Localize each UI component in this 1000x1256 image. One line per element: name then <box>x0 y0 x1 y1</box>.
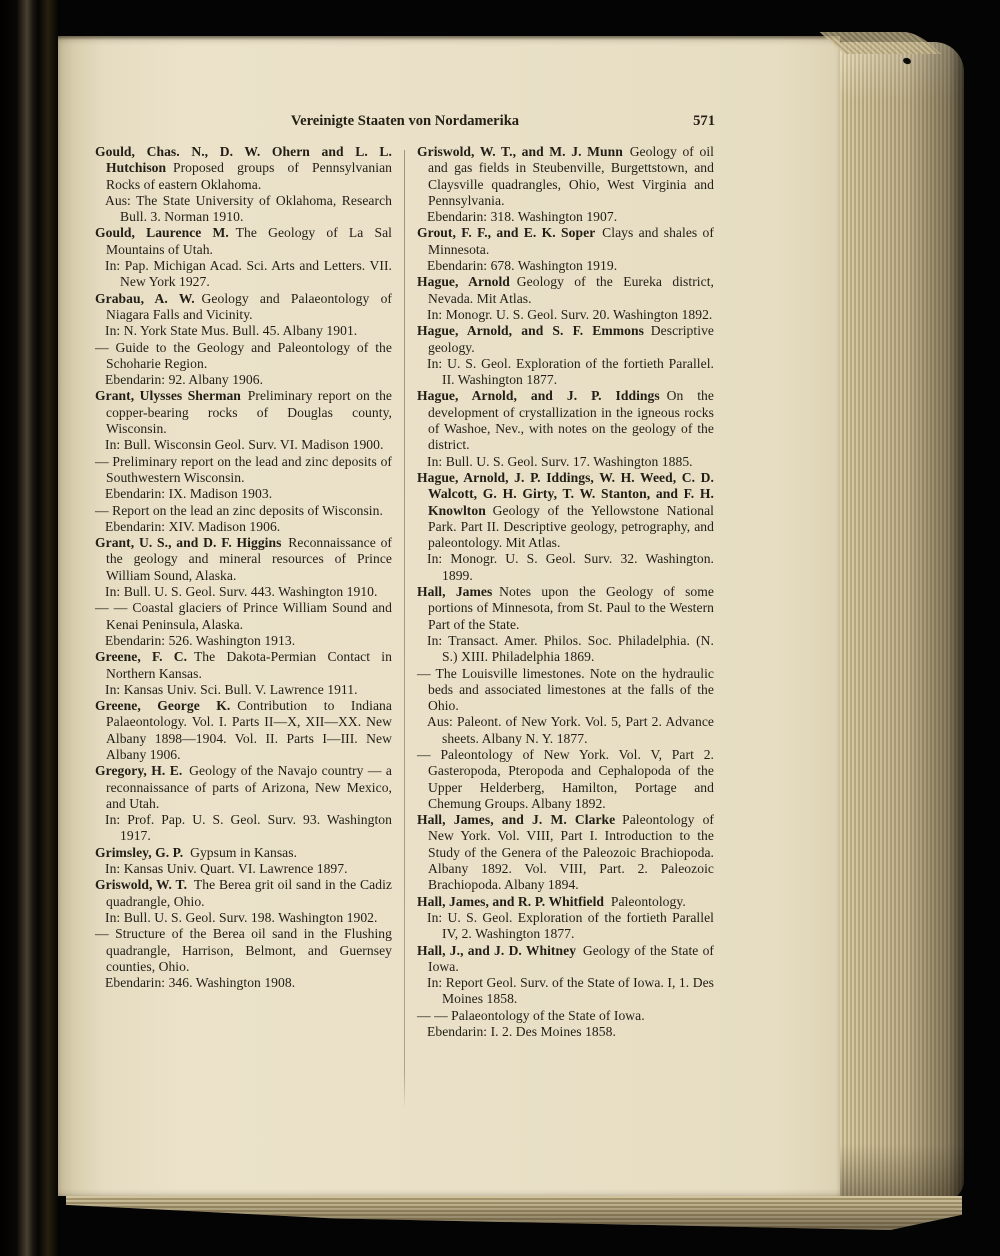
bib-author: Grant, U. S., and D. F. Higgins <box>95 535 282 551</box>
bib-reference: Ebendarin: XIV. Madison 1906. <box>105 518 281 534</box>
bib-author: Greene, F. C. <box>95 649 188 665</box>
bib-entry: Gregory, H. E. Geology of the Navajo country — a reconnaissance of parts of Arizona, New Mexico, and Utah. <box>95 763 392 811</box>
column-divider <box>404 150 405 1110</box>
bib-entry: Hague, Arnold, and J. P. Iddings On the development of crystallization in the igneous rocks of Washoe, Nev., with notes on the geology of the district. <box>417 388 714 453</box>
bib-entry: Gould, Laurence M. The Geology of La Sal Mountains of Utah. <box>95 225 392 257</box>
bibliography-columns <box>95 144 715 1110</box>
bib-reference: In: Pap. Michigan Acad. Sci. Arts and Letters. VII. New York 1927. <box>105 258 392 290</box>
bib-author: Hague, Arnold, and J. P. Iddings <box>417 388 660 404</box>
bib-reference: Aus: The State University of Oklahoma, Research Bull. 3. Norman 1910. <box>105 192 392 225</box>
bib-dash-entry: — Paleontology of New York. Vol. V, Part 2. Gasteropoda, Pteropoda and Cephalopoda of the Upper Helderberg, Hamilton, Portage and Chemung Groups. Albany 1892. <box>417 746 714 811</box>
running-head <box>95 112 715 130</box>
right-column <box>417 144 714 1040</box>
bib-entry: Grant, Ulysses Sherman Preliminary report on the copper-bearing rocks of Douglas county, Wisconsin. <box>95 388 392 437</box>
left-column <box>95 144 392 991</box>
bib-dash-entry: — — Coastal glaciers of Prince William Sound and Kenai Peninsula, Alaska. <box>95 600 392 632</box>
bib-entry: Grimsley, G. P. Gypsum in Kansas. <box>95 844 298 860</box>
bib-reference: In: Prof. Pap. U. S. Geol. Surv. 93. Washington 1917. <box>105 812 392 844</box>
bib-author: Greene, George K. <box>95 698 231 714</box>
bib-author: Gregory, H. E. <box>95 763 183 779</box>
bib-reference: Ebendarin: 92. Albany 1906. <box>105 372 264 388</box>
bib-reference: In: Transact. Amer. Philos. Soc. Philadelphia. (N. S.) XIII. Philadelphia 1869. <box>427 632 714 665</box>
bib-entry: Hague, Arnold, and S. F. Emmons Descriptive geology. <box>417 323 714 355</box>
bib-dash-entry: — The Louisville limestones. Note on the hydraulic beds and associated limestones at the falls of the Ohio. <box>417 665 714 714</box>
bib-dash-entry: — — Palaeontology of the State of Iowa. <box>417 1007 645 1023</box>
bib-author: Grimsley, G. P. <box>95 844 184 860</box>
page-number: 571 <box>693 113 715 129</box>
bib-reference: In: Kansas Univ. Sci. Bull. V. Lawrence 1911. <box>105 681 358 697</box>
page-edges-right <box>840 42 964 1202</box>
bib-author: Griswold, W. T., and M. J. Munn <box>417 144 623 159</box>
bib-entry: Hague, Arnold Geology of the Eureka district, Nevada. Mit Atlas. <box>417 274 714 306</box>
bib-author: Hall, James <box>417 584 493 600</box>
bib-reference: Ebendarin: I. 2. Des Moines 1858. <box>427 1024 616 1040</box>
bib-reference: In: N. York State Mus. Bull. 45. Albany 1901. <box>105 323 358 339</box>
bib-reference: In: Kansas Univ. Quart. VI. Lawrence 1897. <box>105 861 348 877</box>
bib-dash-entry: — Preliminary report on the lead and zinc deposits of Southwestern Wisconsin. <box>95 453 392 485</box>
bib-reference: In: U. S. Geol. Exploration of the fortieth Parallel. II. Washington 1877. <box>427 355 714 388</box>
bib-entry: Griswold, W. T., and M. J. Munn Geology of oil and gas fields in Steubenville, Burgettstown, and Claysville quadrangles, Ohio, West Virginia and Pennsylvania. <box>417 144 714 208</box>
bib-dash-entry: — Guide to the Geology and Paleontology of the Schoharie Region. <box>95 339 392 371</box>
bib-entry: Hall, J., and J. D. Whitney Geology of the State of Iowa. <box>417 942 714 974</box>
bib-reference: Ebendarin: IX. Madison 1903. <box>105 486 273 502</box>
bib-author: Grout, F. F., and E. K. Soper <box>417 225 596 241</box>
bib-entry: Hall, James Notes upon the Geology of some portions of Minnesota, from St. Paul to the Western Part of the State. <box>417 584 714 632</box>
bib-entry: Griswold, W. T. The Berea grit oil sand in the Cadiz quadrangle, Ohio. <box>95 877 392 909</box>
book-page <box>58 36 840 1196</box>
bib-author: Hall, James, and R. P. Whitfield <box>417 893 605 909</box>
bib-reference: In: Bull. U. S. Geol. Surv. 443. Washington 1910. <box>105 584 378 600</box>
bib-author: Grabau, A. W. <box>95 290 195 306</box>
page-edges-bottom <box>66 1196 962 1230</box>
bib-reference: Ebendarin: 346. Washington 1908. <box>105 975 296 991</box>
bib-entry: Greene, F. C. The Dakota-Permian Contact in Northern Kansas. <box>95 649 392 681</box>
bib-reference: In: Bull. Wisconsin Geol. Surv. VI. Madison 1900. <box>105 437 384 453</box>
bib-author: Gould, Laurence M. <box>95 225 229 241</box>
bib-author: Grant, Ulysses Sherman <box>95 388 241 404</box>
bib-author: Hague, Arnold, J. P. Iddings, W. H. Weed, C. D. Walcott, G. H. Girty, T. W. Stanton, and F. H. Knowlton <box>417 469 714 518</box>
bib-entry: Gould, Chas. N., D. W. Ohern and L. L. Hutchison Proposed groups of Pennsylvanian Rocks of eastern Oklahoma. <box>95 144 392 192</box>
bib-reference: In: Bull. U. S. Geol. Surv. 17. Washington 1885. <box>427 453 693 469</box>
bib-author: Hall, James, and J. M. Clarke <box>417 812 616 828</box>
bib-entry: Grout, F. F., and E. K. Soper Clays and shales of Minnesota. <box>417 225 714 257</box>
bib-reference: Ebendarin: 318. Washington 1907. <box>427 209 618 225</box>
bib-reference: In: Monogr. U. S. Geol. Surv. 20. Washington 1892. <box>427 306 713 322</box>
bib-reference: Ebendarin: 526. Washington 1913. <box>105 632 296 648</box>
bib-dash-entry: — Report on the lead an zinc deposits of Wisconsin. <box>95 502 383 518</box>
bib-entry: Hall, James, and J. M. Clarke Paleontology of New York. Vol. VIII, Part I. Introduction to the Study of the Genera of the Paleozoic Brachiopoda. Albany 1892. Vol. VIII, Part. 2. Paleozoic Brachiopoda. Albany 1894. <box>417 812 715 893</box>
bib-author: Hall, J., and J. D. Whitney <box>417 942 577 958</box>
bib-reference: Aus: Paleont. of New York. Vol. 5, Part 2. Advance sheets. Albany N. Y. 1877. <box>427 714 714 746</box>
bib-entry: Greene, George K. Contribution to Indiana Palaeontology. Vol. I. Parts II—X, XII—XX. New Albany 1898—1904. Vol. II. Parts I—III. New Albany 1906. <box>95 698 392 762</box>
bib-reference: In: Report Geol. Surv. of the State of Iowa. I, 1. Des Moines 1858. <box>427 975 714 1007</box>
bib-entry: Grant, U. S., and D. F. Higgins Reconnaissance of the geology and mineral resources of Prince William Sound, Alaska. <box>95 535 392 583</box>
bib-reference: In: Bull. U. S. Geol. Surv. 198. Washington 1902. <box>105 909 378 925</box>
bib-entry: Hague, Arnold, J. P. Iddings, W. H. Weed, C. D. Walcott, G. H. Girty, T. W. Stanton, and F. H. Knowlton Geology of the Yellowstone National Park. Part II. Descriptive geology, petrography, and paleontology. Mit Atlas. <box>417 469 714 551</box>
bib-reference: In: U. S. Geol. Exploration of the fortieth Parallel IV, 2. Washington 1877. <box>427 909 714 942</box>
bib-author: Hague, Arnold, and S. F. Emmons <box>417 323 644 339</box>
bib-author: Gould, Chas. N., D. W. Ohern and L. L. Hutchison <box>95 144 392 176</box>
bib-author: Griswold, W. T. <box>95 877 188 893</box>
bib-dash-entry: — Structure of the Berea oil sand in the Flushing quadrangle, Harrison, Belmont, and Guernsey counties, Ohio. <box>95 926 392 974</box>
running-head-title: Vereinigte Staaten von Nordamerika <box>290 113 520 129</box>
bib-author: Hague, Arnold <box>417 274 510 290</box>
book-spine <box>0 0 60 1256</box>
bib-entry: Hall, James, and R. P. Whitfield Paleontology. <box>417 893 686 909</box>
bib-reference: Ebendarin: 678. Washington 1919. <box>427 258 618 274</box>
bib-entry: Grabau, A. W. Geology and Palaeontology of Niagara Falls and Vicinity. <box>95 290 392 322</box>
bib-reference: In: Monogr. U. S. Geol. Surv. 32. Washington. 1899. <box>427 551 714 583</box>
